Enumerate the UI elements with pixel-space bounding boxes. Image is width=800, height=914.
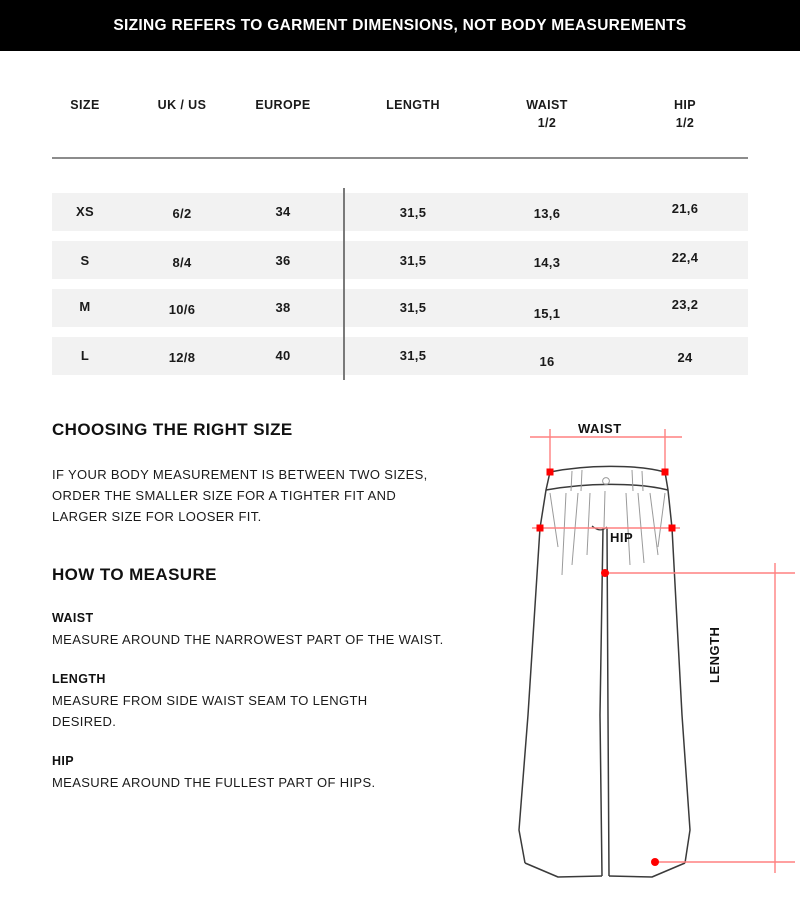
- hip-marker-right: [669, 525, 676, 532]
- header-rule: [52, 157, 748, 159]
- measure-item-line-2: DESIRED.: [52, 713, 117, 729]
- choosing-body: [52, 464, 482, 528]
- waist-marker-left: [547, 469, 554, 476]
- guidance-copy: [52, 420, 482, 793]
- cell-waist: 16: [539, 354, 555, 369]
- hip-marker-left: [537, 525, 544, 532]
- measure-item-line-1: MEASURE AROUND THE FULLEST PART OF HIPS.: [52, 775, 376, 791]
- column-header-europe: EUROPE: [255, 98, 311, 112]
- length-marker-top: [601, 569, 609, 577]
- cell-size: M: [79, 299, 91, 314]
- cell-uk-us: 10/6: [168, 302, 196, 317]
- garment-measurement-diagram: [510, 415, 800, 905]
- how-to-measure-section: [52, 565, 482, 794]
- measure-item-length: [52, 672, 482, 732]
- cell-length: 31,5: [399, 300, 427, 315]
- cell-length: 31,5: [399, 253, 427, 268]
- cell-uk-us: 8/4: [172, 255, 192, 270]
- measure-item-title: LENGTH: [52, 671, 106, 686]
- cell-waist: 15,1: [533, 306, 561, 321]
- cell-waist: 13,6: [533, 206, 561, 221]
- measure-item-hip: [52, 754, 482, 793]
- hip-dimension-label: HIP: [610, 530, 634, 545]
- choosing-line-1: IF YOUR BODY MEASUREMENT IS BETWEEN TWO SIZES,: [52, 467, 428, 482]
- choosing-section: [52, 420, 482, 528]
- cell-hip: 24: [677, 350, 693, 365]
- table-body: [52, 193, 748, 385]
- cell-waist: 14,3: [533, 255, 561, 270]
- table-column-divider: [343, 188, 345, 380]
- measure-item-line-1: MEASURE FROM SIDE WAIST SEAM TO LENGTH: [52, 692, 368, 708]
- choosing-line-3: LARGER SIZE FOR LOOSER FIT.: [52, 509, 262, 525]
- measure-item-line-1: MEASURE AROUND THE NARROWEST PART OF THE WAIST.: [52, 631, 444, 647]
- column-header-waist: WAIST 1/2: [502, 96, 592, 132]
- column-header-length: LENGTH: [386, 98, 440, 112]
- cell-length: 31,5: [399, 205, 427, 220]
- banner-title: SIZING REFERS TO GARMENT DIMENSIONS, NOT BODY MEASUREMENTS: [113, 16, 687, 34]
- cell-europe: 36: [275, 253, 291, 268]
- header-banner: [0, 0, 800, 51]
- table-row: [52, 193, 748, 231]
- length-marker-bottom: [651, 858, 659, 866]
- cell-hip: 22,4: [671, 250, 699, 265]
- size-table: [52, 88, 748, 369]
- table-header-row: [52, 88, 748, 157]
- cell-europe: 40: [275, 348, 291, 363]
- column-header-hip: HIP 1/2: [642, 96, 728, 132]
- length-dimension: [605, 563, 795, 873]
- cell-europe: 38: [275, 300, 291, 315]
- measure-item-title: HIP: [52, 754, 75, 769]
- how-to-measure-heading: HOW TO MEASURE: [52, 564, 217, 584]
- length-dimension-label: LENGTH: [707, 626, 722, 683]
- column-header-size: SIZE: [70, 98, 100, 112]
- waist-marker-right: [662, 469, 669, 476]
- cell-size: L: [80, 348, 90, 363]
- waistband-button: [603, 478, 610, 485]
- cell-length: 31,5: [399, 348, 427, 363]
- cell-size: XS: [76, 204, 94, 219]
- pants-diagram-svg: [510, 415, 800, 905]
- column-header-waist-sub: 1/2: [537, 116, 557, 131]
- cell-europe: 34: [275, 204, 291, 219]
- cell-hip: 21,6: [671, 201, 699, 216]
- table-row: [52, 289, 748, 327]
- measure-item-title: WAIST: [52, 610, 94, 625]
- cell-size: S: [80, 253, 90, 268]
- table-row: [52, 337, 748, 375]
- choosing-heading: CHOOSING THE RIGHT SIZE: [52, 420, 293, 439]
- cell-hip: 23,2: [671, 297, 699, 312]
- choosing-line-2: ORDER THE SMALLER SIZE FOR A TIGHTER FIT AND: [52, 488, 397, 504]
- measure-item-waist: [52, 611, 482, 650]
- column-header-hip-sub: 1/2: [675, 116, 695, 131]
- cell-uk-us: 6/2: [172, 206, 192, 221]
- waist-dimension-label: WAIST: [578, 421, 622, 436]
- table-row: [52, 241, 748, 279]
- column-header-uk-us: UK / US: [157, 98, 207, 112]
- cell-uk-us: 12/8: [168, 350, 196, 365]
